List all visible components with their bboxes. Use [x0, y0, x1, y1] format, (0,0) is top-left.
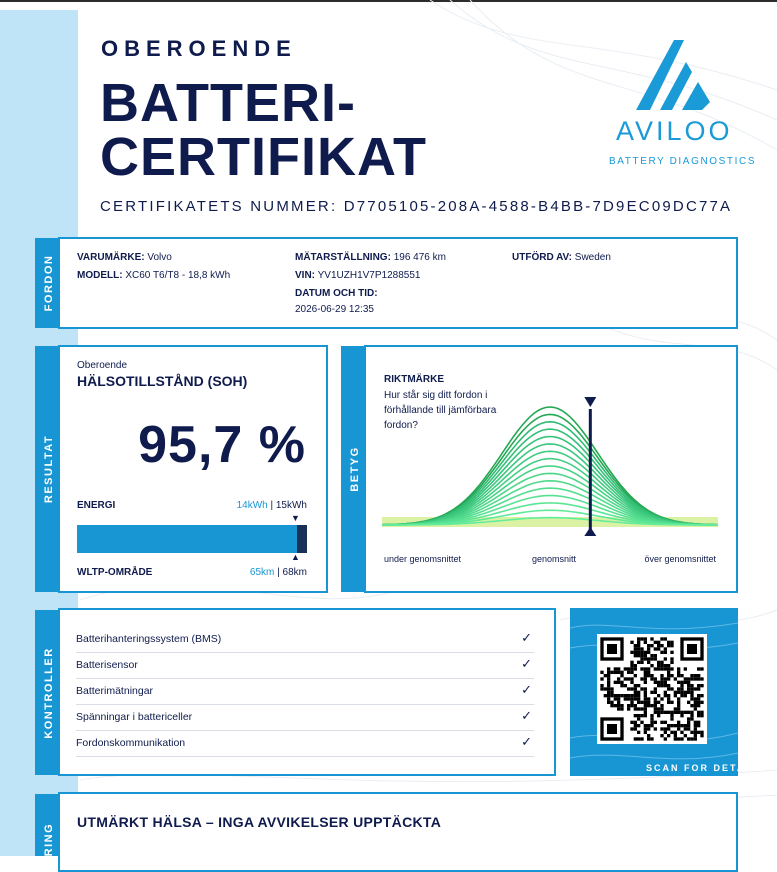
result-section-label: RESULTAT: [42, 434, 55, 504]
curve-line: [382, 444, 718, 525]
soh-value: 95,7 %: [138, 416, 306, 474]
label-above-average: över genomsnittet: [644, 554, 716, 564]
qr-caption-horizontal: SCAN FOR DETAILS: [646, 763, 766, 773]
check-item-label: Batterimätningar: [76, 685, 154, 697]
check-item-label: Batterisensor: [76, 659, 138, 671]
check-item: [76, 704, 534, 731]
certificate-number: [100, 198, 732, 215]
check-item: [76, 678, 534, 705]
curve-line: [382, 459, 718, 525]
odometer-field: MÄTARSTÄLLNING: 196 476 km: [295, 252, 446, 263]
rating-section-label: BETYG: [348, 446, 361, 492]
vehicle-section-label: FORDON: [42, 254, 55, 312]
summary-section-label: ERING: [42, 822, 55, 865]
top-rule: [0, 0, 777, 2]
benchmark-question: Hur står sig ditt fordon i förhållande till jämförbara fordon?: [384, 390, 497, 431]
vin-field: VIN: YV1UZH1V7P1288551: [295, 270, 421, 281]
wltp-label: WLTP-OMRÅDE: [77, 567, 153, 578]
vehicle-info-box: [58, 237, 738, 329]
title-line-1: BATTERI-: [100, 73, 356, 133]
check-item-label: Fordonskommunikation: [76, 737, 186, 749]
page-title: [100, 73, 427, 187]
performed-by-field: UTFÖRD AV: Sweden: [512, 252, 611, 263]
result-kicker: Oberoende: [77, 360, 128, 371]
soh-bar-fill: [77, 525, 297, 553]
soh-bar-track: [77, 525, 307, 553]
check-item-label: Spänningar i battericeller: [76, 711, 193, 723]
datetime-field: DATUM OCH TID: 2026-06-29 12:35: [295, 288, 378, 315]
bar-bottom-marker-icon: ▲: [291, 552, 300, 562]
wltp-total: 68km: [282, 567, 307, 578]
logo-tagline: BATTERY DIAGNOSTICS: [609, 156, 757, 167]
logo-name: AVILOO: [616, 116, 733, 146]
checks-section-label: KONTROLLER: [42, 646, 55, 739]
qr-code[interactable]: [597, 634, 707, 744]
check-item: [76, 652, 534, 679]
checkmark-icon: ✓: [521, 656, 532, 671]
checkmark-icon: ✓: [521, 734, 532, 749]
label-average: genomsnitt: [532, 554, 577, 564]
soh-result-box: [58, 345, 328, 593]
energy-label: ENERGI: [77, 500, 116, 511]
wltp-current: 65km: [249, 567, 275, 578]
check-item: [76, 626, 534, 653]
summary-box: [58, 792, 738, 872]
header-kicker: OBEROENDE: [101, 36, 297, 61]
label-below-average: under genomsnittet: [384, 554, 462, 564]
brand-field: VARUMÄRKE: Volvo: [77, 252, 172, 263]
soh-heading: HÄLSOTILLSTÅND (SOH): [77, 373, 248, 389]
check-item-label: Batterihanteringssystem (BMS): [76, 633, 222, 645]
check-item: [76, 730, 534, 757]
summary-text: UTMÄRKT HÄLSA – INGA AVVIKELSER UPPTÄCKTA: [77, 814, 442, 830]
benchmark-top-arrow-icon: [584, 397, 596, 407]
cert-number-value: D7705105-208A-4588-B4BB-7D9EC09DC77A: [343, 198, 733, 215]
bar-top-marker-icon: ▼: [291, 513, 300, 523]
benchmark-box: [364, 345, 738, 593]
wltp-values: 65km | 68km: [249, 567, 307, 578]
curve-line: [382, 414, 718, 524]
checkmark-icon: ✓: [521, 682, 532, 697]
checkmark-icon: ✓: [521, 708, 532, 723]
aviloo-mark-icon: [606, 38, 746, 118]
energy-current: 14kWh: [236, 500, 268, 511]
title-line-2: CERTIFIKAT: [100, 127, 427, 187]
model-field: MODELL: XC60 T6/T8 - 18,8 kWh: [77, 270, 231, 281]
cert-number-label: CERTIFIKATETS NUMMER:: [100, 198, 338, 215]
energy-values: 14kWh | 15kWh: [236, 500, 307, 511]
benchmark-bottom-arrow-icon: [584, 527, 596, 536]
qr-panel: [570, 608, 766, 776]
benchmark-heading: RIKTMÄRKE: [384, 374, 444, 385]
benchmark-distribution-curve: [382, 387, 722, 537]
checkmark-icon: ✓: [521, 630, 532, 645]
energy-total: 15kWh: [275, 500, 307, 511]
